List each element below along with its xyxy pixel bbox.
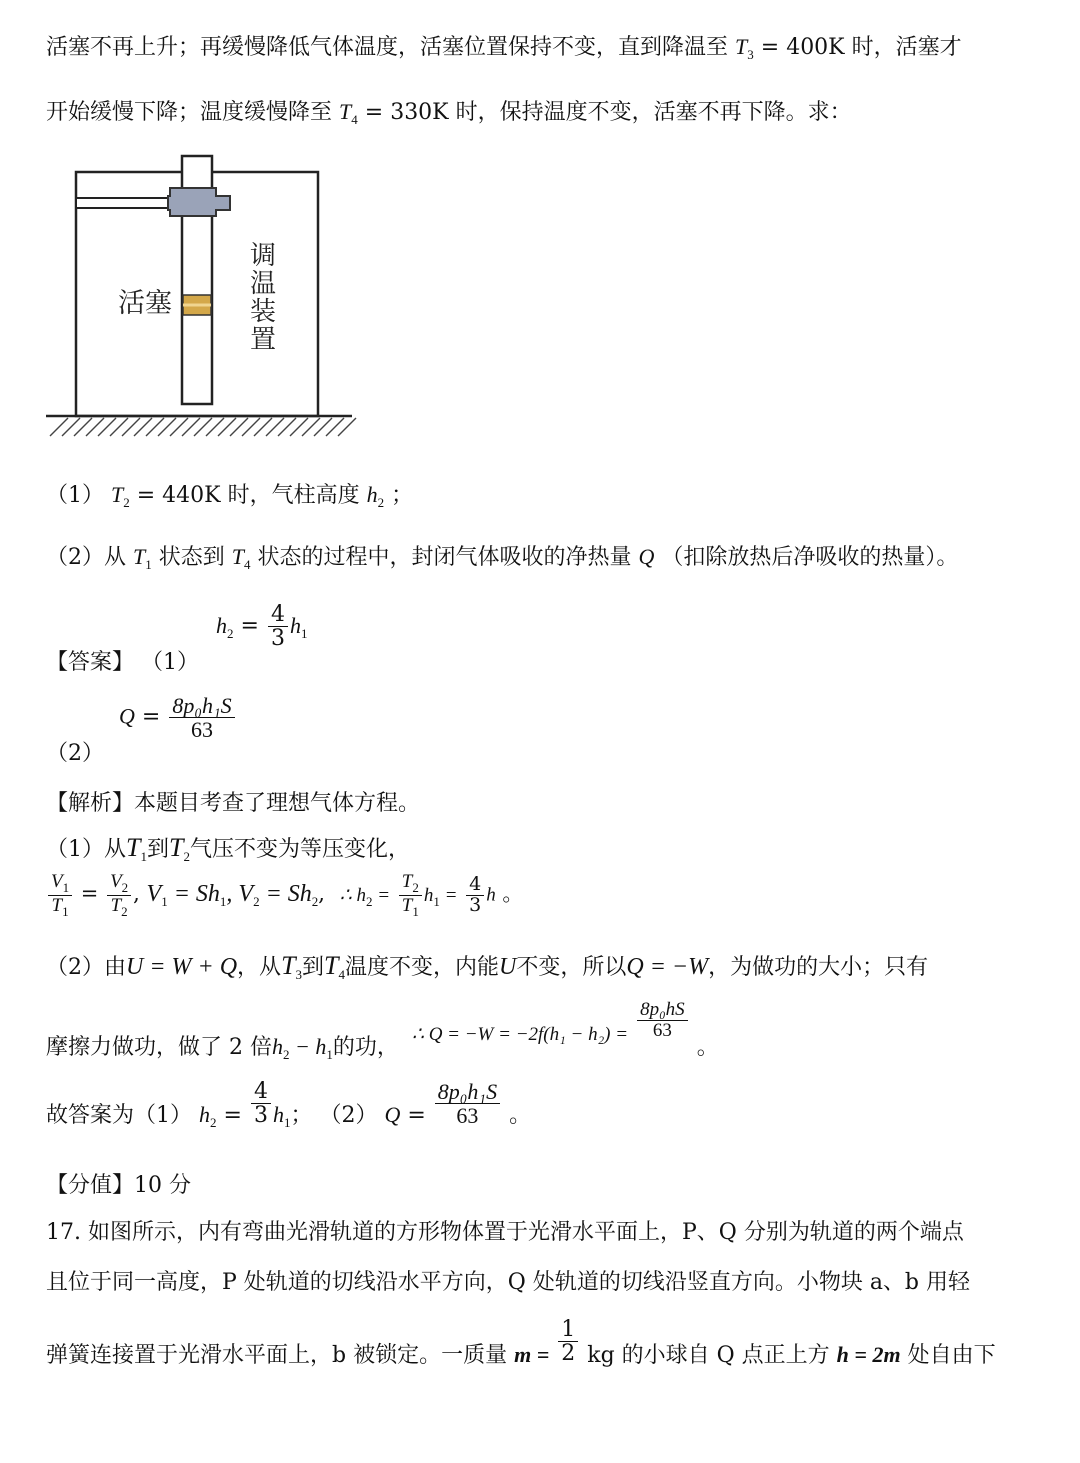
side-tube <box>76 198 168 208</box>
height-value: h = 2m <box>836 1341 901 1367</box>
analysis-p2: （2）由U = W + Q，从$T_3$到$T_4$温度不变，内能U不变，所以Q = −W，为做功的大小；只有 <box>46 951 929 982</box>
score-value: 10 分 <box>134 1173 192 1198</box>
analysis-p1: （1）从$T_1$到$T_2$气压不变为等压变化， <box>46 833 410 864</box>
ground-hatching <box>50 418 356 436</box>
period: 。 <box>509 1102 532 1128</box>
frac-den: 63 <box>456 1103 479 1129</box>
analysis-p3: 摩擦力做功，做了 2 倍$h_2 - h_1$的功， ∴ Q = −W = −2f(h₁ − h₂) = $\frac{\text{8p₀hS}}{63}$ 。 <box>46 999 719 1063</box>
text: 到 <box>146 837 169 862</box>
frac-den: 3 <box>270 626 285 652</box>
frac-num: 8p₀h₁S <box>169 694 234 718</box>
answer-2-formula: Q = $\frac{\text{8p₀h₁S}}{63}$ <box>119 694 237 741</box>
t2-value: = 440K <box>136 483 221 508</box>
apparatus-figure <box>44 152 364 442</box>
device-label-char: 置 <box>250 325 277 355</box>
analysis-intro <box>46 786 420 817</box>
text: 时，活塞才 <box>851 35 962 60</box>
t3-value: = 400K <box>760 35 845 60</box>
frac-num: 1 <box>558 1318 578 1342</box>
frac-den: 3 <box>253 1103 268 1129</box>
q-symbol: Q <box>638 544 655 569</box>
question-2 <box>46 540 958 573</box>
period: 。 <box>696 1035 719 1061</box>
problem-line-2 <box>46 95 852 128</box>
t3-symbol: $T_3$ <box>735 34 754 62</box>
answer-label: 【答案】 <box>46 649 135 675</box>
q2-mid: 状态到 <box>158 545 225 570</box>
frac-num: 8p₀hS <box>637 1000 688 1021</box>
h2-symbol: $h_2$ <box>366 482 385 510</box>
frac-den: 63 <box>652 1019 672 1041</box>
text: 处自由下 <box>907 1342 996 1368</box>
q1-text: 时，气柱高度 <box>227 483 360 508</box>
work-equation: ∴ Q = −W = −2f(h₁ − h₂) = <box>411 1024 629 1046</box>
q2-text: 状态的过程中，封闭气体吸收的净热量 <box>257 545 632 570</box>
text: 故答案为（1） <box>46 1102 192 1128</box>
mass-symbol: m = <box>514 1341 550 1367</box>
device-label-char: 温 <box>250 269 277 299</box>
answer-1 <box>46 602 308 675</box>
text: 的功， <box>332 1035 399 1061</box>
energy-equation: U = W + Q <box>126 954 238 980</box>
frac-den: 63 <box>190 717 213 743</box>
text: ，从 <box>237 955 282 980</box>
analysis-final: 故答案为（1） $h_2$ = $\frac{4}{3}$ $h_1$； （2） Q = $\frac{\text{8p₀h₁S}}{63}$ 。 <box>46 1079 532 1130</box>
t4-symbol: $T_4$ <box>339 99 358 127</box>
frac-num: 4 <box>268 603 288 627</box>
text: （1）从 <box>46 837 126 862</box>
score-label: 【分值】 <box>46 1173 135 1198</box>
problem17-line-3 <box>46 1317 996 1368</box>
q1-end: ； <box>391 483 414 508</box>
problem17-line-1: 17. 如图所示，内有弯曲光滑轨道的方形物体置于光滑水平面上，P、Q 分别为轨道的两个端点 <box>46 1220 964 1245</box>
problem17-line-2: 且位于同一高度，P 处轨道的切线沿水平方向，Q 处轨道的切线沿竖直方向。小物块 a、b 用轻 <box>46 1270 971 1295</box>
answer-part2: （2） <box>46 740 104 766</box>
analysis-label: 【解析】 <box>46 791 135 816</box>
text: 开始缓慢下降；温度缓慢降至 <box>46 100 333 125</box>
q1-prefix: （1） <box>46 483 104 508</box>
q2-end: （扣除放热后净吸收的热量）。 <box>661 545 959 570</box>
heat-equation: Q = −W <box>626 954 709 980</box>
analysis-intro-text: 本题目考查了理想气体方程。 <box>134 791 421 816</box>
t4-symbol: $T_4$ <box>231 544 251 572</box>
period: 。 <box>502 881 524 906</box>
frac-num: 8p₀h₁S <box>435 1080 500 1104</box>
t1-symbol: $T_1$ <box>133 544 152 572</box>
score-line <box>46 1168 191 1199</box>
text: ，为做功的大小；只有 <box>708 955 929 980</box>
t2-symbol: $T_2$ <box>111 482 130 510</box>
answer-2 <box>46 693 237 766</box>
text: 温度不变，内能 <box>345 955 500 980</box>
text: （2） <box>319 1102 378 1128</box>
problem-line-1 <box>46 30 962 63</box>
text: 弹簧连接置于光滑水平面上，b 被锁定。一质量 <box>46 1342 508 1368</box>
device-label-char: 调 <box>250 241 277 271</box>
text: 摩擦力做功，做了 2 倍 <box>46 1035 272 1061</box>
device-label-char: 装 <box>250 297 277 327</box>
text: 不变，所以 <box>516 955 627 980</box>
text: kg 的小球自 Q 点正上方 <box>587 1342 830 1368</box>
text: 时，保持温度不变，活塞不再下降。求： <box>455 100 852 125</box>
valve-connector <box>168 188 230 216</box>
frac-den: 2 <box>561 1341 576 1367</box>
question-1 <box>46 478 413 511</box>
text: （2）由 <box>46 955 126 980</box>
t4-value: = 330K <box>364 100 449 125</box>
text: 活塞不再上升；再缓慢降低气体温度，活塞位置保持不变，直到降温至 <box>46 35 729 60</box>
answer-1-formula: $h_2$ = $\frac{4}{3}$ $h_1$ <box>216 602 308 652</box>
analysis-p1-formula: $\frac{V_1}{T_1}$ = $\frac{V_2}{T_2}$ , $V_1 = Sh_1$, $V_2 = Sh_2$, ∴ $h_2$ = $\frac{T_2}{T_1}$ $h_1$ = $\frac{4}{3}$ h 。 <box>46 872 523 918</box>
frac-num: 4 <box>251 1080 271 1104</box>
text: 到 <box>302 955 325 980</box>
q2-prefix: （2）从 <box>46 545 126 570</box>
piston-label: 活塞 <box>118 288 172 319</box>
answer-part1: （1） <box>141 649 200 675</box>
text: 气压不变为等压变化， <box>189 837 410 862</box>
